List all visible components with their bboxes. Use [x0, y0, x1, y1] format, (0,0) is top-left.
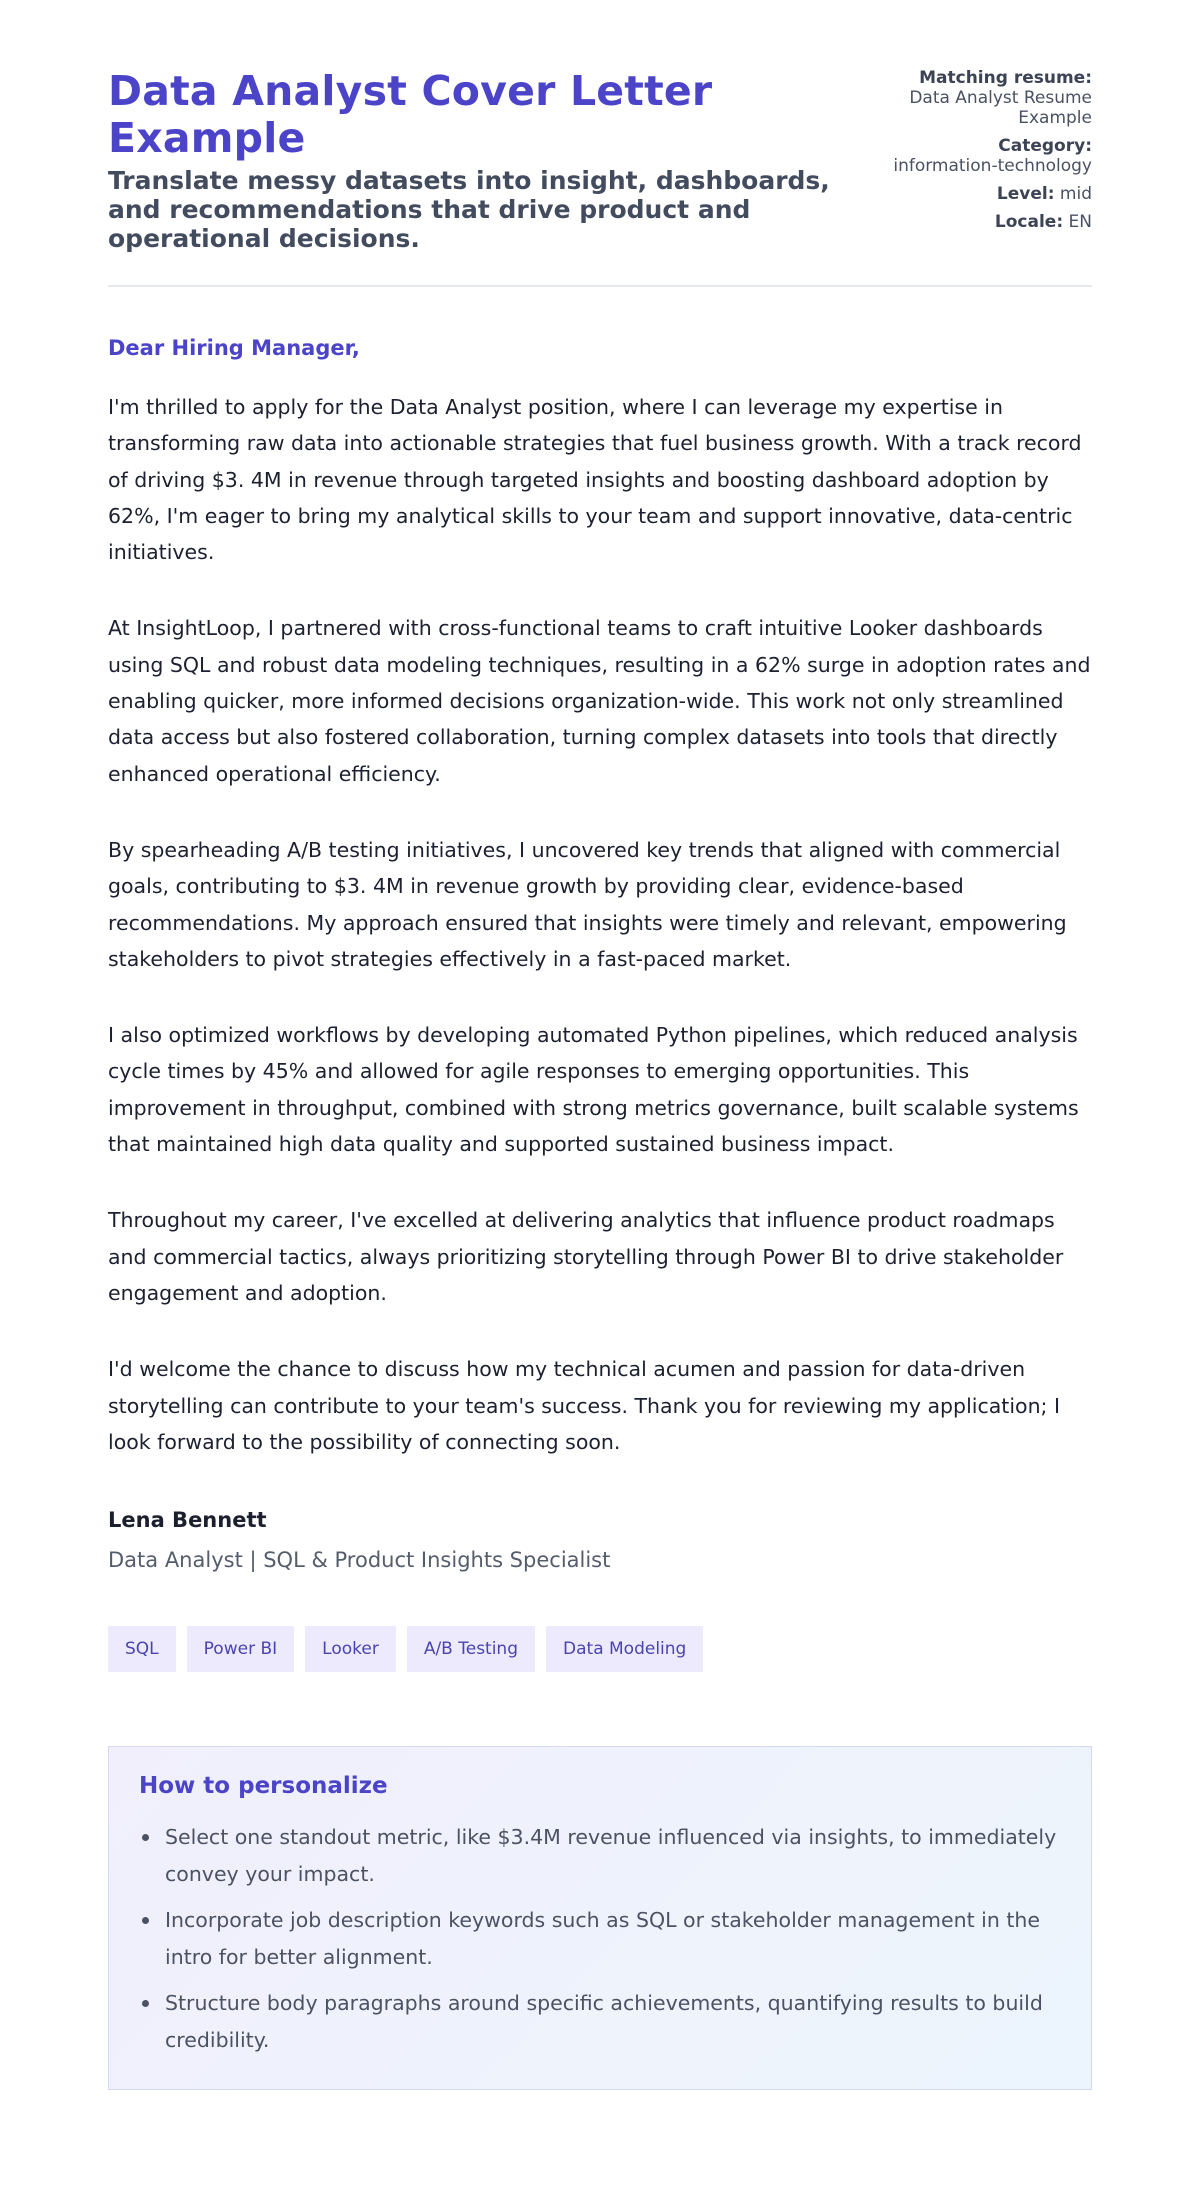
- skill-tag: SQL: [108, 1626, 176, 1672]
- skill-tag: Looker: [305, 1626, 396, 1672]
- page-subtitle: Translate messy datasets into insight, dashboards, and recommendations that drive product and operational decisions.: [108, 166, 830, 253]
- letter-greeting: Dear Hiring Manager,: [108, 336, 360, 360]
- tips-list: [139, 1819, 1061, 2059]
- page-header: [108, 68, 1092, 287]
- meta-value: information-technology: [893, 156, 1092, 176]
- meta-value: Data Analyst Resume Example: [909, 88, 1092, 128]
- tip-item: [139, 1985, 1061, 2059]
- letter-paragraph: By spearheading A/B testing initiatives, I uncovered key trends that aligned with commercial goals, contributing to $3. 4M in revenue growth by providing clear, evidence-based recommendations. My approach ensured that insights were timely and relevant, empowering stakeholders to pivot strategies effectively in a fast-paced market.: [108, 837, 1067, 971]
- signature-name: Lena Bennett: [108, 1508, 267, 1533]
- bullet-icon: [142, 1834, 149, 1841]
- letter-paragraph: Throughout my career, I've excelled at delivering analytics that influence product roadmaps and commercial tactics, always prioritizing storytelling through Power BI to drive stakeholder engagement and adoption.: [108, 1208, 1064, 1305]
- meta-value: mid: [1059, 184, 1092, 204]
- bullet-icon: [142, 1917, 149, 1924]
- page-title: Data Analyst Cover Letter Example: [108, 67, 713, 162]
- letter-paragraph: I'd welcome the chance to discuss how my technical acumen and passion for data-driven storytelling can contribute to your team's success. Thank you for reviewing my application; I look forward to the possibility of connecting soon.: [108, 1357, 1061, 1454]
- letter-paragraph: I'm thrilled to apply for the Data Analyst position, where I can leverage my expertise in transforming raw data into actionable strategies that fuel business growth. With a track record of driving $3. 4M in revenue through targeted insights and boosting dashboard adoption by 62%, I'm eager to bring my analytical skills to your team and support innovative, data-centric initiatives.: [108, 395, 1082, 565]
- tip-text: Select one standout metric, like $3.4M revenue influenced via insights, to immediately convey your impact.: [165, 1825, 1057, 1887]
- meta-label: Level:: [996, 184, 1055, 204]
- letter-body: [108, 389, 1092, 1460]
- bullet-icon: [142, 2000, 149, 2007]
- skill-tag: Data Modeling: [546, 1626, 703, 1672]
- signature-block: [108, 1507, 1092, 1573]
- meta-label: Matching resume:: [919, 68, 1092, 88]
- header-title-block: [108, 68, 863, 253]
- tip-item: [139, 1902, 1061, 1976]
- tip-text: Structure body paragraphs around specific achievements, quantifying results to build credibility.: [165, 1991, 1043, 2053]
- meta-label: Locale:: [994, 212, 1064, 232]
- tips-title: How to personalize: [139, 1773, 388, 1800]
- signature-title: Data Analyst | SQL & Product Insights Specialist: [108, 1548, 611, 1573]
- letter-paragraph: I also optimized workflows by developing automated Python pipelines, which reduced analysis cycle times by 45% and allowed for agile responses to emerging opportunities. This improvement in throughput, combined with strong metrics governance, built scalable systems that maintained high data quality and supported sustained business impact.: [108, 1023, 1079, 1157]
- letter-paragraph: At InsightLoop, I partnered with cross-functional teams to craft intuitive Looker dashboards using SQL and robust data modeling techniques, resulting in a 62% surge in adoption rates and enabling quicker, more informed decisions organization-wide. This work not only streamlined data access but also fostered collaboration, turning complex datasets into tools that directly enhanced operational efficiency.: [108, 616, 1091, 786]
- meta-locale: [863, 212, 1092, 232]
- tip-text: Incorporate job description keywords such as SQL or stakeholder management in the intro for better alignment.: [165, 1908, 1041, 1970]
- skill-tag: A/B Testing: [407, 1626, 535, 1672]
- meta-panel: [863, 68, 1092, 232]
- personalize-tips-box: [108, 1746, 1092, 2090]
- meta-level: [863, 184, 1092, 204]
- meta-value: EN: [1068, 212, 1092, 232]
- meta-matching-resume: [863, 68, 1092, 128]
- meta-category: [863, 136, 1092, 176]
- skill-tag: Power BI: [187, 1626, 294, 1672]
- tip-item: [139, 1819, 1061, 1893]
- meta-label: Category:: [998, 136, 1092, 156]
- skill-tags: [108, 1626, 1092, 1672]
